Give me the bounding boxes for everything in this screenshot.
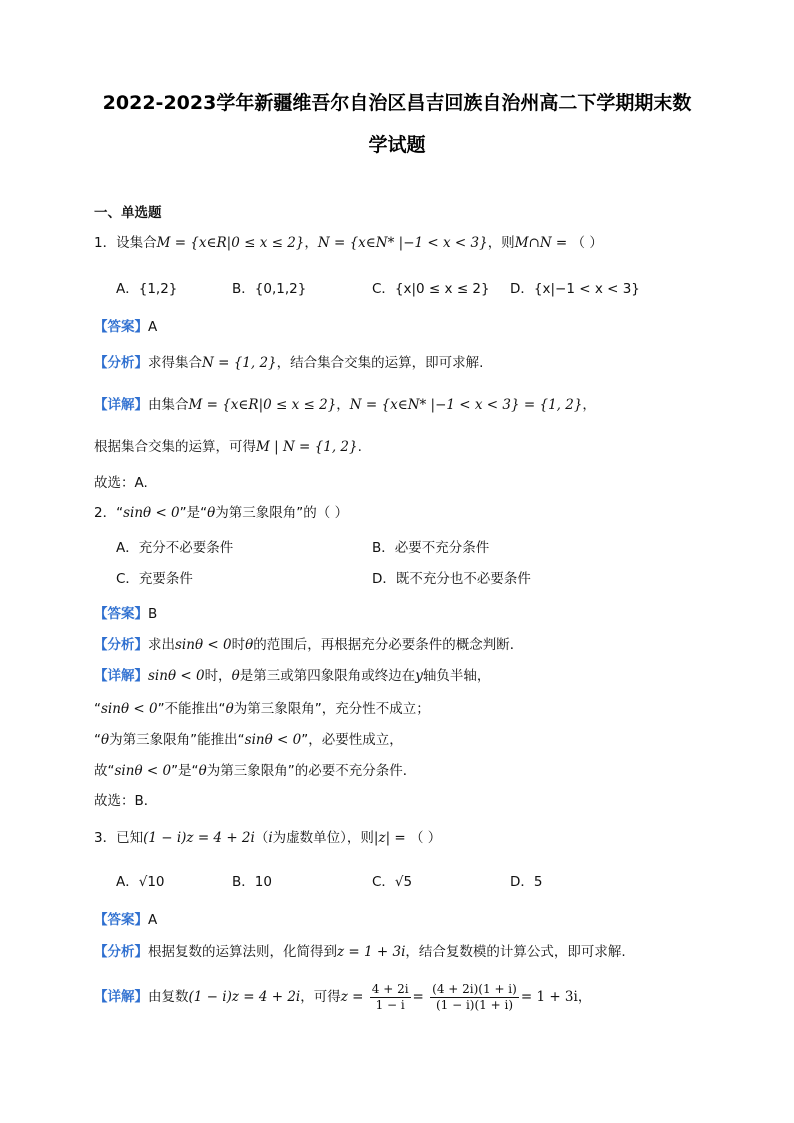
q3-detail: 【详解】由复数(1 − i)z = 4 + 2i，可得z = $\frac{4 + 2i}{1 - i}$ = $\frac{(4 + 2i)(1 + i)}{(1 - i)(1 + i)}$ = 1 + 3i， bbox=[94, 981, 592, 1012]
q3-answer: 【答案】A bbox=[94, 912, 158, 928]
analysis-tag: 【分析】 bbox=[94, 944, 148, 960]
q2-analysis: 【分析】求出sinθ < 0时θ的范围后，再根据充分必要条件的概念判断． bbox=[94, 637, 524, 653]
q2-stem: 2．“sinθ < 0”是“θ为第三象限角”的（ ） bbox=[94, 505, 349, 521]
q2-choose: 故选：B． bbox=[94, 793, 158, 809]
fraction-1: $\frac{4 + 2i}{1 - i}$ bbox=[371, 981, 409, 1012]
q1-option-c: C．{x|0 ≤ x ≤ 2} bbox=[372, 281, 490, 297]
q1-detail: 【详解】由集合M = {x∈R|0 ≤ x ≤ 2}，N = {x∈N* |−1 < x < 3} = {1, 2}， bbox=[94, 397, 596, 413]
q2-option-d: D．既不充分也不必要条件 bbox=[372, 571, 531, 587]
q3-option-a: A．√10 bbox=[116, 874, 165, 890]
detail-tag: 【详解】 bbox=[94, 989, 148, 1005]
q3-option-d: D．5 bbox=[510, 874, 543, 890]
q1-option-b: B．{0,1,2} bbox=[232, 281, 307, 297]
q2-detail: 【详解】sinθ < 0时，θ是第三或第四象限角或终边在y轴负半轴， bbox=[94, 668, 491, 684]
q1-detail-line2: 根据集合交集的运算，可得M | N = {1, 2}. bbox=[94, 439, 362, 455]
q1-analysis: 【分析】求得集合N = {1, 2}，结合集合交集的运算，即可求解. bbox=[94, 355, 484, 371]
answer-tag: 【答案】 bbox=[94, 912, 148, 928]
section-heading: 一、单选题 bbox=[94, 205, 162, 221]
analysis-tag: 【分析】 bbox=[94, 637, 148, 653]
page-title-line2: 学试题 bbox=[368, 134, 426, 156]
q2-option-b: B．必要不充分条件 bbox=[372, 540, 490, 556]
detail-tag: 【详解】 bbox=[94, 397, 148, 413]
analysis-tag: 【分析】 bbox=[94, 355, 148, 371]
q3-stem: 3．已知(1 − i)z = 4 + 2i（i为虚数单位），则|z| = （ ） bbox=[94, 830, 442, 846]
q1-answer: 【答案】A bbox=[94, 319, 158, 335]
q3-option-b: B．10 bbox=[232, 874, 272, 890]
fraction-2: $\frac{(4 + 2i)(1 + i)}{(1 - i)(1 + i)}$ bbox=[432, 981, 517, 1012]
page-title-line1: 2022-2023学年新疆维吾尔自治区昌吉回族自治州高二下学期期末数 bbox=[102, 92, 692, 114]
answer-tag: 【答案】 bbox=[94, 319, 148, 335]
q2-detail-line2: “sinθ < 0”不能推出“θ为第三象限角”，充分性不成立； bbox=[94, 701, 430, 717]
q3-option-c: C．√5 bbox=[372, 874, 413, 890]
q2-option-a: A．充分不必要条件 bbox=[116, 540, 234, 556]
q2-option-c: C．充要条件 bbox=[116, 571, 193, 587]
q3-analysis: 【分析】根据复数的运算法则，化简得到z = 1 + 3i，结合复数模的计算公式，即可求解. bbox=[94, 944, 626, 960]
detail-tag: 【详解】 bbox=[94, 668, 148, 684]
q2-answer: 【答案】B bbox=[94, 606, 158, 622]
q2-detail-line4: 故“sinθ < 0”是“θ为第三象限角”的必要不充分条件． bbox=[94, 763, 417, 779]
q1-option-d: D．{x|−1 < x < 3} bbox=[510, 281, 640, 297]
q1-choose: 故选：A. bbox=[94, 475, 148, 491]
q1-stem: 1．设集合M = {x∈R|0 ≤ x ≤ 2}，N = {x∈N* |−1 < x < 3}，则M∩N = （ ） bbox=[94, 235, 603, 251]
q1-option-a: A．{1,2} bbox=[116, 281, 178, 297]
answer-tag: 【答案】 bbox=[94, 606, 148, 622]
q2-detail-line3: “θ为第三象限角”能推出“sinθ < 0”，必要性成立， bbox=[94, 732, 403, 748]
